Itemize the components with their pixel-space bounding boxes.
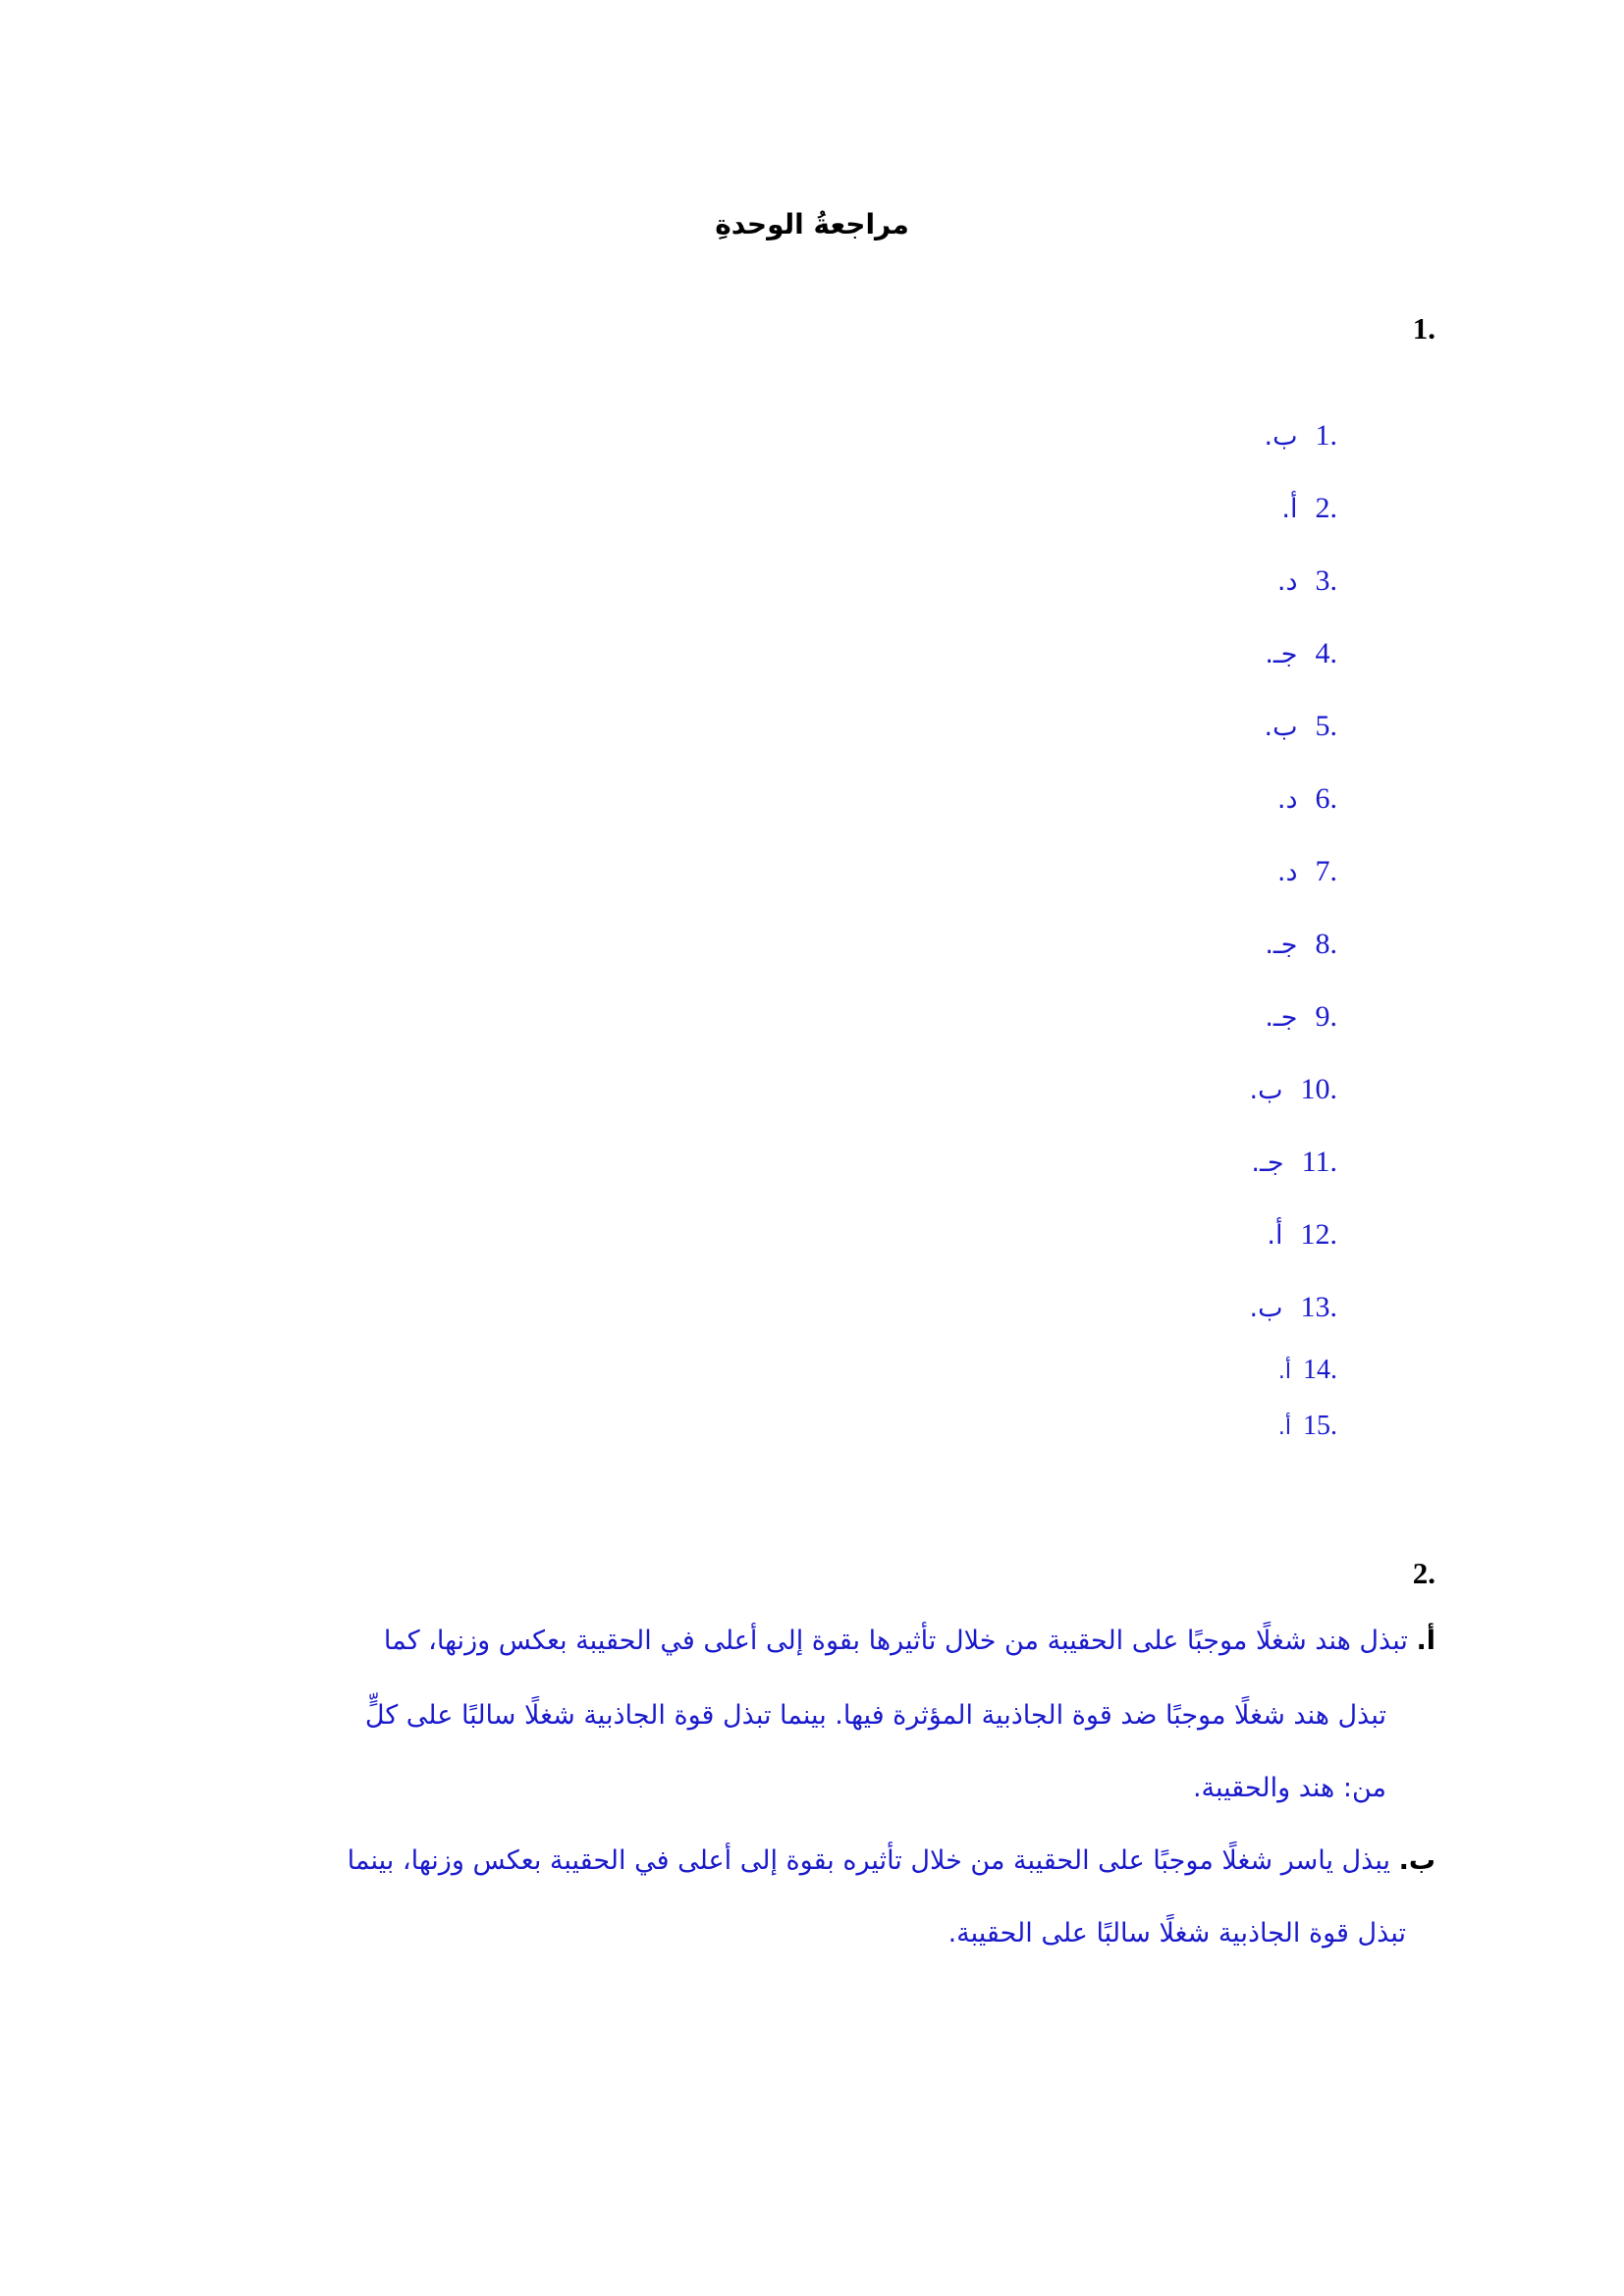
answer-letter: جـ. [1265, 639, 1298, 669]
answer-number: 14. [1303, 1355, 1337, 1385]
question-2-number: .2 [1412, 1556, 1435, 1590]
answer-letter: ب. [1264, 421, 1298, 452]
answer-number: 1. [1315, 419, 1337, 452]
answer-letter: جـ. [1251, 1148, 1284, 1178]
part-a-line-2 [365, 1694, 1386, 1737]
answer-number: 7. [1315, 855, 1337, 887]
answer-item-4 [1265, 634, 1337, 673]
part-b-line-1 [348, 1840, 1435, 1883]
answer-item-7 [1277, 852, 1337, 891]
answer-letter: ب. [1249, 1075, 1283, 1105]
answer-number: 4. [1315, 637, 1337, 669]
part-a-text-2: تبذل هند شغلًا موجبًا ضد قوة الجاذبية المؤثرة فيها. بينما تبذل قوة الجاذبية شغلًا سالبًا على كلٍّ [364, 1700, 1386, 1731]
answer-number: 3. [1315, 564, 1337, 597]
answer-number: 6. [1315, 782, 1337, 815]
answer-item-14 [1278, 1351, 1337, 1390]
answer-letter: د. [1276, 784, 1298, 815]
answer-letter: ب. [1264, 712, 1298, 742]
answer-item-2 [1281, 489, 1337, 528]
answer-letter: أ. [1277, 1415, 1291, 1440]
answer-item-6 [1277, 779, 1337, 819]
part-a-text-1: تبذل هند شغلًا موجبًا على الحقيبة من خلال تأثيرها بقوة إلى أعلى في الحقيبة بعكس وزنها، كما [383, 1626, 1408, 1656]
answer-item-1 [1264, 416, 1337, 455]
part-b-text-2: تبذل قوة الجاذبية شغلًا سالبًا على الحقيبة. [947, 1918, 1406, 1949]
answer-item-5 [1264, 707, 1337, 746]
answer-letter: أ. [1281, 494, 1298, 524]
part-a-text-3: من: هند والحقيبة. [1192, 1773, 1386, 1803]
answer-item-9 [1265, 997, 1337, 1037]
answer-number: 8. [1315, 928, 1337, 960]
page-title: مراجعةُ الوحدةِ [715, 208, 909, 240]
answer-item-11 [1251, 1143, 1337, 1182]
answer-number: 11. [1301, 1146, 1337, 1178]
answer-letter: د. [1276, 566, 1298, 597]
answer-item-13 [1249, 1288, 1337, 1327]
answer-letter: د. [1276, 857, 1298, 887]
answer-letter: جـ. [1265, 1002, 1298, 1033]
part-a-line-3 [1193, 1767, 1386, 1810]
answer-item-15 [1278, 1407, 1337, 1446]
answer-number: 15. [1303, 1411, 1337, 1441]
answer-letter: أ. [1267, 1220, 1283, 1251]
answer-number: 12. [1300, 1218, 1337, 1251]
answer-item-3 [1277, 561, 1337, 601]
answer-number: 2. [1315, 492, 1337, 524]
answer-item-8 [1265, 925, 1337, 964]
answer-letter: ب. [1249, 1293, 1283, 1323]
answer-number: 5. [1315, 710, 1337, 742]
answer-number: 13. [1300, 1291, 1337, 1323]
answer-letter: أ. [1277, 1360, 1291, 1384]
answer-number: 10. [1300, 1073, 1337, 1105]
answer-letter: جـ. [1265, 930, 1298, 960]
part-b-line-2 [948, 1912, 1406, 1955]
part-b-text-1: يبذل ياسر شغلًا موجبًا على الحقيبة من خلال تأثيره بقوة إلى أعلى في الحقيبة بعكس وزنها، بينما [347, 1845, 1391, 1876]
part-a-label: أ. [1416, 1626, 1435, 1656]
answer-item-12 [1267, 1215, 1337, 1255]
part-a-line-1 [384, 1620, 1435, 1663]
answer-item-10 [1249, 1070, 1337, 1109]
part-b-label: ب. [1398, 1845, 1435, 1876]
question-1-number: .1 [1412, 311, 1435, 346]
answer-number: 9. [1315, 1000, 1337, 1033]
